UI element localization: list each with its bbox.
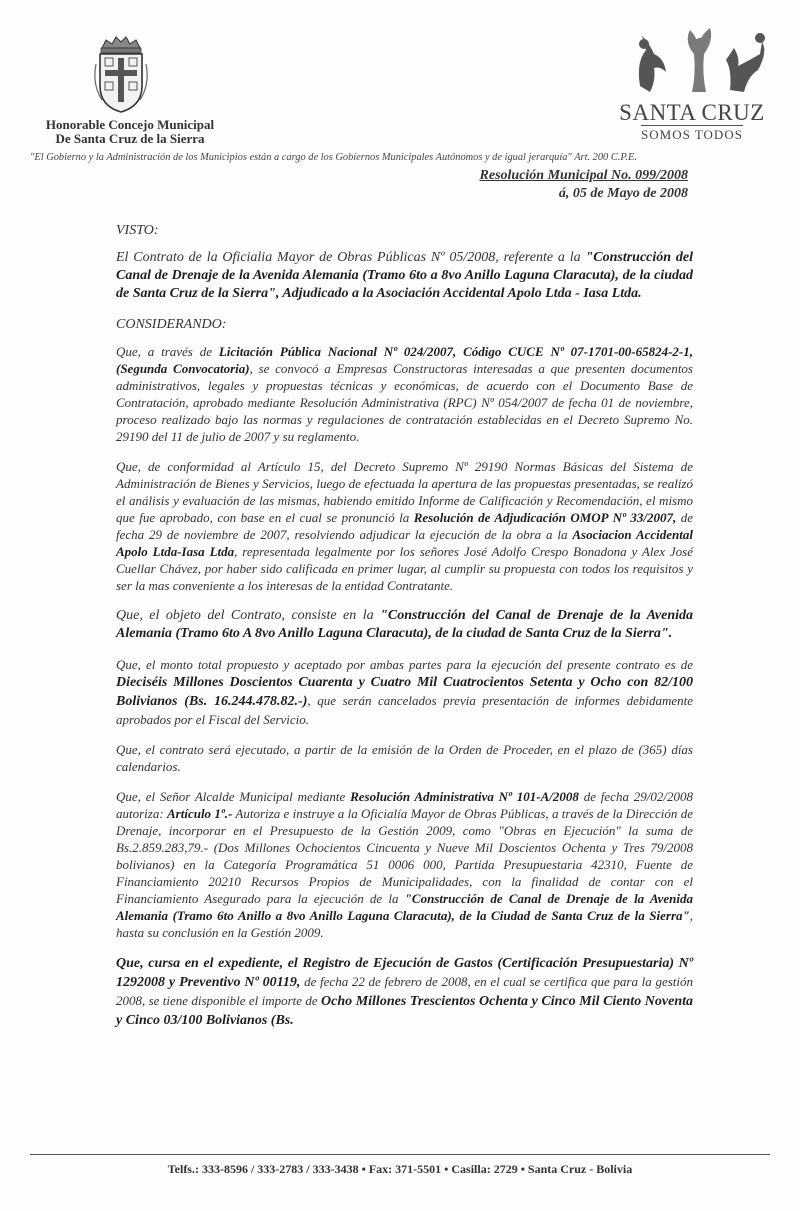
paragraph-plazo: Que, el contrato será ejecutado, a partir de la emisión de la Orden de Proceder, en el plazo de (365) días calendarios.	[116, 742, 693, 774]
coat-of-arms-icon	[92, 34, 150, 116]
p6-bold-b: Resolución Administrativa Nº 101-A/2008	[350, 789, 579, 804]
footer-divider	[30, 1154, 770, 1155]
paragraph-adjudicacion	[116, 458, 693, 594]
considerando-heading: CONSIDERANDO:	[116, 317, 227, 332]
p7-text-b: de fecha 22 de febrero de 2008, en el cual se certifica que para la gestión 2008, se tiene disponible el importe de	[116, 974, 693, 1008]
p6-bold-f: "Construcción de Canal de Drenaje de la Avenida Alemania (Tramo 6to Anillo a 8vo Anillo Laguna Claracuta), de la Ciudad de Santa Cruz de la Sierra"	[116, 891, 693, 923]
p6-bold-d: Artículo 1º.-	[166, 806, 233, 821]
paragraph-monto	[116, 656, 693, 728]
p4-bold: Dieciséis Millones Doscientos Cuarenta y Cuatro Mil Cuatrocientos Setenta y Ocho con 82/100 Bolivianos (Bs. 16.244.478.82.-)	[116, 675, 693, 709]
paragraph-alcalde	[116, 788, 693, 941]
council-line-2: De Santa Cruz de la Sierra	[55, 131, 205, 146]
p1-bold: Licitación Pública Nacional Nº 024/2007, Código CUCE Nº 07-1701-00-65824-2-1,(Segunda Convocatoria)	[116, 344, 694, 376]
p7-bold-c: Ocho Millones Trescientos Ochenta y Cinco Mil Ciento Noventa y Cinco 03/100 Bolivianos (Bs.	[116, 994, 693, 1028]
p4-text-a: Que, el monto total propuesto y aceptado por ambas partes para la ejecución del presente contrato es de	[116, 657, 693, 672]
p2-text-a: Que, de conformidad al Artículo 15, del Decreto Supremo Nº 29190 Normas Básicas del Sistema de Administración de Bienes y Servicios, luego de efectuada la apertura de las propuestas presentadas, se realizó el análisis y evaluación de las mismas, habiendo emitido Informe de Calificación y Recomendación, el mismo que fue aprobado, con base en el cual se pronunció la	[116, 459, 693, 525]
visto-heading: VISTO:	[116, 223, 159, 238]
visto-paragraph	[116, 249, 693, 303]
resolution-date: á, 05 de Mayo de 2008	[558, 186, 688, 201]
p6-text-g: , hasta su conclusión en la Gestión 2009.	[116, 908, 693, 940]
p4-text-c: , que serán cancelados previa presentación de informes debidamente aprobados por el Fiscal del Servicio.	[116, 693, 693, 727]
p1-text-a: Que, a través de	[116, 344, 219, 359]
logo-subtitle	[612, 127, 772, 143]
p3-text-a: Que, el objeto del Contrato, consiste en la	[116, 608, 381, 623]
visto-bold: "Construcción del Canal de Drenaje de la Avenida Alemania (Tramo 6to a 8vo Anillo Laguna Claracuta), de la ciudad de Santa Cruz de la Sierra", Adjudicado a la Asociación Accidental Apolo Ltda - Iasa Ltda.	[116, 250, 693, 301]
p2-bold-b: Resolución de Adjudicación OMOP Nº 33/2007,	[413, 510, 677, 525]
p2-text-e: , representada legalmente por los señores José Adolfo Crespo Bonadona y Alex José Cuellar Chávez, por haber sido calificada en primer lugar, al cumplir su propuesta con todos los requisitos y ser la mas conveniente a los interesas de la entidad Contratante.	[116, 544, 693, 593]
council-line-1: Honorable Concejo Municipal	[45, 117, 215, 132]
p3-bold: "Construcción del Canal de Drenaje de la Avenida Alemania (Tramo 6to A 8vo Anillo Laguna Claracuta), de la ciudad de Santa Cruz de la Sierra".	[116, 608, 693, 641]
footer-contact: Telfs.: 333-8596 / 333-2783 / 333-3438 • Fax: 371-5501 • Casilla: 2729 • Santa Cruz - Bolivia	[167, 1162, 633, 1176]
p1-text-c: , se convocó a Empresas Constructoras interesadas a que presenten documentos administrativos, legales y propuestas técnicas y económicas, de acuerdo con el Documento Base de Contratación, aprobado mediante Resolución Administrativa (RPC) Nº 054/2007 de fecha 01 de noviembre, proceso realizado bajo las normas y regulaciones de contratación establecidas en el Decreto Supremo No. 29190 del 11 de julio de 2007 y su reglamento.	[116, 361, 693, 444]
p2-bold-d: Asociacion Accidental Apolo Ltda-Iasa Ltda	[116, 527, 693, 559]
p6-text-c: de fecha 29/02/2008 autoriza:	[116, 789, 693, 821]
resolution-title: Resolución Municipal No. 099/2008	[479, 168, 688, 183]
visto-text: El Contrato de la Oficialia Mayor de Obras Públicas Nº 05/2008, referente a la	[116, 250, 586, 265]
council-name	[30, 118, 230, 146]
logo-title: SANTA CRUZ	[619, 100, 765, 125]
paragraph-expediente	[116, 954, 693, 1030]
p6-text-a: Que, el Señor Alcalde Municipal mediante	[116, 789, 351, 804]
p2-text-c: de fecha 29 de noviembre de 2007, resolviendo adjudicar la ejecución de la obra a la	[116, 510, 693, 542]
constitution-quote: "El Gobierno y la Administración de los Municipios están a cargo de los Gobiernos Municipales Autónomos y de igual jerarquía" Art. 200 C.P.E.	[30, 152, 637, 163]
p7-bold-a: Que, cursa en el expediente, el Registro de Ejecución de Gastos (Certificación Presupuestaria) Nº 1292008 y Preventivo Nº 00119,	[116, 956, 693, 990]
p6-text-e: Autoriza e instruye a la Oficialía Mayor de Obras Públicas, a través de la Dirección de Drenaje, incorporar en el Presupuesto de la Gestión 2009, como "Obras en Ejecución" la suma de Bs.2.859.283,79.- (Dos Millones Ochocientos Cincuenta y Nueve Mil Doscientos Ochenta y Tres 79/2008 bolivianos) en la Categoría Programática 51 0006 000, Partida Presupuestaria 42310, Fuente de Financiamiento 20210 Recursos Propios de Municipalidades, con la finalidad de contar con el Financiamiento Asegurado para la ejecución de la	[116, 806, 693, 906]
logo-subtitle-text: SOMOS TODOS	[641, 127, 743, 142]
paragraph-objeto	[116, 607, 693, 643]
document-body	[116, 222, 693, 1043]
paragraph-licitacion	[116, 343, 693, 445]
